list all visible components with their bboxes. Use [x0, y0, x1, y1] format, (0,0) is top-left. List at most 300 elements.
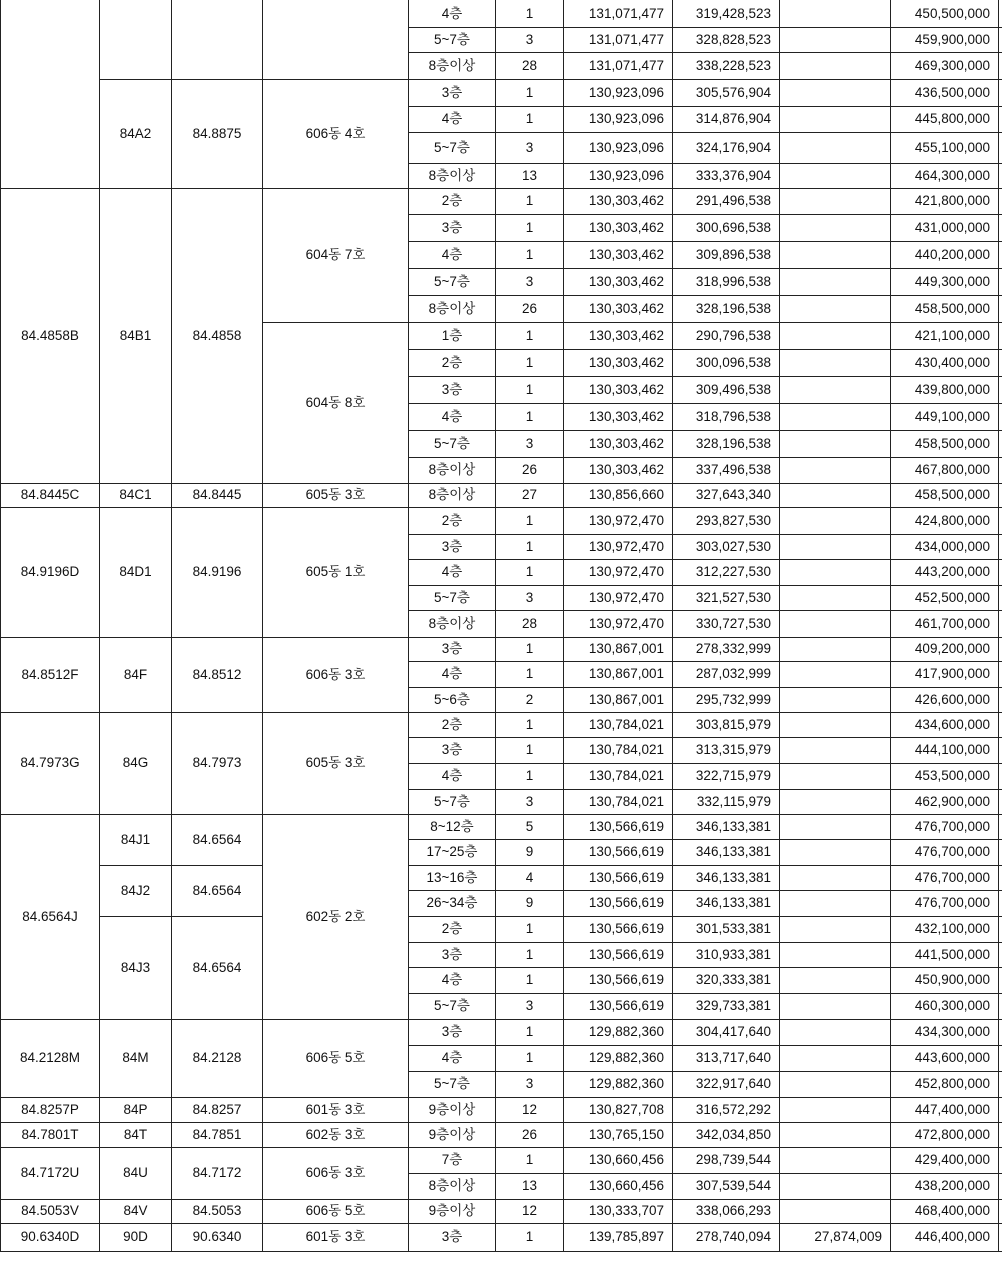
total-price-cell: 434,600,000: [891, 712, 999, 737]
vat-cell: [780, 1147, 891, 1173]
building-price-cell: 321,527,530: [673, 585, 780, 610]
vat-cell: [780, 737, 891, 763]
floor-cell: 3층: [409, 79, 496, 106]
vat-cell: [780, 27, 891, 52]
units-cell: 3: [496, 1071, 564, 1097]
total-price-cell: 441,500,000: [891, 942, 999, 967]
table-row: [1, 1097, 1002, 1122]
units-cell: 3: [496, 132, 564, 163]
units-cell: 26: [496, 457, 564, 483]
units-cell: 1: [496, 403, 564, 430]
table-row: [1, 814, 1002, 839]
extra-cell: [999, 763, 1002, 789]
units-cell: 1: [496, 349, 564, 376]
type-cell: 84.4858B: [1, 188, 100, 483]
extra-cell: [999, 1097, 1002, 1122]
subtype-cell: 84B1: [100, 188, 172, 483]
floor-cell: 4층: [409, 967, 496, 993]
floor-cell: 3층: [409, 737, 496, 763]
building-price-cell: 304,417,640: [673, 1019, 780, 1045]
table-row: [1, 637, 1002, 661]
area-cell: 84.6564: [172, 916, 263, 1019]
vat-cell: [780, 661, 891, 687]
building-price-cell: 312,227,530: [673, 559, 780, 585]
type-cell: 84.7973G: [1, 712, 100, 814]
vat-cell: [780, 132, 891, 163]
total-price-cell: 476,700,000: [891, 890, 999, 916]
land-price-cell: 131,071,477: [564, 27, 673, 52]
type-cell: [1, 0, 100, 188]
extra-cell: [999, 789, 1002, 814]
extra-cell: [999, 163, 1002, 188]
units-cell: 1: [496, 188, 564, 214]
subtype-cell: 84P: [100, 1097, 172, 1122]
building-price-cell: 278,332,999: [673, 637, 780, 661]
floor-cell: 4층: [409, 106, 496, 132]
vat-cell: [780, 106, 891, 132]
building-price-cell: 278,740,094: [673, 1223, 780, 1251]
units-cell: 1: [496, 916, 564, 942]
type-cell: 84.2128M: [1, 1019, 100, 1097]
extra-cell: [999, 79, 1002, 106]
floor-cell: 8층이상: [409, 483, 496, 507]
extra-cell: [999, 661, 1002, 687]
building-price-cell: 327,643,340: [673, 483, 780, 507]
building-price-cell: 322,715,979: [673, 763, 780, 789]
vat-cell: [780, 376, 891, 403]
land-price-cell: 130,923,096: [564, 163, 673, 188]
floor-cell: 1층: [409, 322, 496, 349]
total-price-cell: 450,500,000: [891, 0, 999, 27]
land-price-cell: 130,784,021: [564, 712, 673, 737]
dongho-cell: 604동 7호: [263, 188, 409, 322]
vat-cell: [780, 585, 891, 610]
building-price-cell: 322,917,640: [673, 1071, 780, 1097]
total-price-cell: 453,500,000: [891, 763, 999, 789]
extra-cell: [999, 967, 1002, 993]
building-price-cell: 305,576,904: [673, 79, 780, 106]
vat-cell: [780, 0, 891, 27]
dongho-cell: 606동 3호: [263, 1147, 409, 1199]
floor-cell: 2층: [409, 712, 496, 737]
subtype-cell: 84M: [100, 1019, 172, 1097]
land-price-cell: 130,660,456: [564, 1147, 673, 1173]
building-price-cell: 332,115,979: [673, 789, 780, 814]
land-price-cell: 130,303,462: [564, 376, 673, 403]
building-price-cell: 291,496,538: [673, 188, 780, 214]
floor-cell: 3층: [409, 1019, 496, 1045]
floor-cell: 5~7층: [409, 268, 496, 295]
units-cell: 3: [496, 430, 564, 457]
building-price-cell: 307,539,544: [673, 1173, 780, 1199]
floor-cell: 2층: [409, 349, 496, 376]
dongho-cell: 605동 3호: [263, 483, 409, 507]
land-price-cell: 130,566,619: [564, 942, 673, 967]
land-price-cell: 130,303,462: [564, 241, 673, 268]
floor-cell: 8층이상: [409, 1173, 496, 1199]
floor-cell: 8층이상: [409, 610, 496, 637]
land-price-cell: 130,566,619: [564, 993, 673, 1019]
building-price-cell: 338,066,293: [673, 1199, 780, 1223]
land-price-cell: 130,566,619: [564, 839, 673, 865]
vat-cell: [780, 916, 891, 942]
extra-cell: [999, 376, 1002, 403]
units-cell: 1: [496, 763, 564, 789]
table-row: [1, 0, 1002, 27]
vat-cell: [780, 507, 891, 534]
dongho-cell: [263, 0, 409, 79]
building-price-cell: 303,027,530: [673, 534, 780, 559]
area-cell: 90.6340: [172, 1223, 263, 1251]
extra-cell: [999, 1071, 1002, 1097]
building-price-cell: 328,828,523: [673, 27, 780, 52]
units-cell: 1: [496, 637, 564, 661]
total-price-cell: 459,900,000: [891, 27, 999, 52]
total-price-cell: 436,500,000: [891, 79, 999, 106]
units-cell: 27: [496, 483, 564, 507]
building-price-cell: 316,572,292: [673, 1097, 780, 1122]
floor-cell: 7층: [409, 1147, 496, 1173]
floor-cell: 8층이상: [409, 457, 496, 483]
vat-cell: [780, 163, 891, 188]
subtype-cell: 84J3: [100, 916, 172, 1019]
total-price-cell: 468,400,000: [891, 1199, 999, 1223]
building-price-cell: 309,496,538: [673, 376, 780, 403]
land-price-cell: 130,923,096: [564, 79, 673, 106]
extra-cell: [999, 0, 1002, 27]
extra-cell: [999, 942, 1002, 967]
vat-cell: [780, 763, 891, 789]
units-cell: 3: [496, 789, 564, 814]
dongho-cell: 604동 8호: [263, 322, 409, 483]
land-price-cell: 130,827,708: [564, 1097, 673, 1122]
floor-cell: 5~7층: [409, 1071, 496, 1097]
floor-cell: 4층: [409, 0, 496, 27]
table-row: [1, 1019, 1002, 1045]
floor-cell: 5~7층: [409, 27, 496, 52]
land-price-cell: 130,333,707: [564, 1199, 673, 1223]
land-price-cell: 130,303,462: [564, 457, 673, 483]
building-price-cell: 346,133,381: [673, 890, 780, 916]
total-price-cell: 432,100,000: [891, 916, 999, 942]
extra-cell: [999, 52, 1002, 79]
table-row: [1, 916, 1002, 942]
total-price-cell: 443,600,000: [891, 1045, 999, 1071]
vat-cell: [780, 1045, 891, 1071]
type-cell: 84.9196D: [1, 507, 100, 637]
units-cell: 1: [496, 0, 564, 27]
total-price-cell: 476,700,000: [891, 839, 999, 865]
units-cell: 2: [496, 687, 564, 712]
total-price-cell: 409,200,000: [891, 637, 999, 661]
units-cell: 1: [496, 967, 564, 993]
vat-cell: [780, 457, 891, 483]
vat-cell: [780, 241, 891, 268]
land-price-cell: 130,784,021: [564, 789, 673, 814]
extra-cell: [999, 507, 1002, 534]
total-price-cell: 450,900,000: [891, 967, 999, 993]
extra-cell: [999, 430, 1002, 457]
floor-cell: 2층: [409, 916, 496, 942]
land-price-cell: 131,071,477: [564, 0, 673, 27]
extra-cell: [999, 214, 1002, 241]
floor-cell: 4층: [409, 661, 496, 687]
vat-cell: [780, 483, 891, 507]
units-cell: 1: [496, 322, 564, 349]
total-price-cell: 472,800,000: [891, 1122, 999, 1147]
total-price-cell: 452,800,000: [891, 1071, 999, 1097]
total-price-cell: 445,800,000: [891, 106, 999, 132]
land-price-cell: 130,867,001: [564, 637, 673, 661]
land-price-cell: 130,303,462: [564, 430, 673, 457]
extra-cell: [999, 585, 1002, 610]
vat-cell: [780, 1019, 891, 1045]
land-price-cell: 129,882,360: [564, 1071, 673, 1097]
extra-cell: [999, 132, 1002, 163]
building-price-cell: 328,196,538: [673, 295, 780, 322]
land-price-cell: 130,972,470: [564, 585, 673, 610]
area-cell: 84.8445: [172, 483, 263, 507]
extra-cell: [999, 457, 1002, 483]
extra-cell: [999, 559, 1002, 585]
floor-cell: 13~16층: [409, 865, 496, 890]
total-price-cell: 461,700,000: [891, 610, 999, 637]
area-cell: 84.7172: [172, 1147, 263, 1199]
building-price-cell: 333,376,904: [673, 163, 780, 188]
floor-cell: 8층이상: [409, 52, 496, 79]
vat-cell: [780, 789, 891, 814]
extra-cell: [999, 839, 1002, 865]
land-price-cell: 139,785,897: [564, 1223, 673, 1251]
extra-cell: [999, 814, 1002, 839]
units-cell: 1: [496, 507, 564, 534]
vat-cell: [780, 349, 891, 376]
floor-cell: 9층이상: [409, 1199, 496, 1223]
extra-cell: [999, 916, 1002, 942]
vat-cell: [780, 403, 891, 430]
units-cell: 26: [496, 295, 564, 322]
building-price-cell: 328,196,538: [673, 430, 780, 457]
building-price-cell: 342,034,850: [673, 1122, 780, 1147]
land-price-cell: 130,566,619: [564, 865, 673, 890]
area-cell: 84.7851: [172, 1122, 263, 1147]
units-cell: 1: [496, 1019, 564, 1045]
vat-cell: [780, 430, 891, 457]
floor-cell: 3층: [409, 942, 496, 967]
dongho-cell: 606동 5호: [263, 1019, 409, 1097]
building-price-cell: 300,696,538: [673, 214, 780, 241]
table-row: [1, 483, 1002, 507]
price-table-body: [1, 0, 1002, 1251]
vat-cell: [780, 712, 891, 737]
extra-cell: [999, 27, 1002, 52]
table-row: [1, 188, 1002, 214]
subtype-cell: 84T: [100, 1122, 172, 1147]
type-cell: 84.8512F: [1, 637, 100, 712]
extra-cell: [999, 349, 1002, 376]
extra-cell: [999, 241, 1002, 268]
building-price-cell: 346,133,381: [673, 865, 780, 890]
units-cell: 9: [496, 839, 564, 865]
building-price-cell: 301,533,381: [673, 916, 780, 942]
building-price-cell: 309,896,538: [673, 241, 780, 268]
land-price-cell: 130,303,462: [564, 322, 673, 349]
extra-cell: [999, 1019, 1002, 1045]
land-price-cell: 130,303,462: [564, 214, 673, 241]
floor-cell: 3층: [409, 376, 496, 403]
vat-cell: [780, 814, 891, 839]
land-price-cell: 130,856,660: [564, 483, 673, 507]
dongho-cell: 601동 3호: [263, 1097, 409, 1122]
land-price-cell: 130,660,456: [564, 1173, 673, 1199]
dongho-cell: 606동 5호: [263, 1199, 409, 1223]
area-cell: 84.4858: [172, 188, 263, 483]
units-cell: 1: [496, 534, 564, 559]
extra-cell: [999, 534, 1002, 559]
area-cell: 84.6564: [172, 865, 263, 916]
extra-cell: [999, 1173, 1002, 1199]
units-cell: 1: [496, 1147, 564, 1173]
land-price-cell: 130,972,470: [564, 507, 673, 534]
total-price-cell: 446,400,000: [891, 1223, 999, 1251]
land-price-cell: 129,882,360: [564, 1019, 673, 1045]
building-price-cell: 318,996,538: [673, 268, 780, 295]
land-price-cell: 130,784,021: [564, 737, 673, 763]
type-cell: 84.5053V: [1, 1199, 100, 1223]
units-cell: 1: [496, 79, 564, 106]
subtype-cell: 90D: [100, 1223, 172, 1251]
table-row: [1, 507, 1002, 534]
vat-cell: 27,874,009: [780, 1223, 891, 1251]
extra-cell: [999, 268, 1002, 295]
table-row: [1, 712, 1002, 737]
vat-cell: [780, 993, 891, 1019]
floor-cell: 4층: [409, 763, 496, 789]
table-row: [1, 865, 1002, 890]
total-price-cell: 458,500,000: [891, 430, 999, 457]
building-price-cell: 298,739,544: [673, 1147, 780, 1173]
land-price-cell: 130,566,619: [564, 814, 673, 839]
floor-cell: 3층: [409, 1223, 496, 1251]
building-price-cell: 330,727,530: [673, 610, 780, 637]
land-price-cell: 130,303,462: [564, 188, 673, 214]
units-cell: 4: [496, 865, 564, 890]
area-cell: [172, 0, 263, 79]
floor-cell: 26~34층: [409, 890, 496, 916]
vat-cell: [780, 1071, 891, 1097]
floor-cell: 5~7층: [409, 132, 496, 163]
vat-cell: [780, 687, 891, 712]
building-price-cell: 338,228,523: [673, 52, 780, 79]
units-cell: 3: [496, 27, 564, 52]
extra-cell: [999, 1147, 1002, 1173]
total-price-cell: 434,300,000: [891, 1019, 999, 1045]
extra-cell: [999, 1223, 1002, 1251]
units-cell: 9: [496, 890, 564, 916]
floor-cell: 8~12층: [409, 814, 496, 839]
units-cell: 1: [496, 241, 564, 268]
subtype-cell: 84U: [100, 1147, 172, 1199]
vat-cell: [780, 79, 891, 106]
building-price-cell: 337,496,538: [673, 457, 780, 483]
dongho-cell: 606동 3호: [263, 637, 409, 712]
total-price-cell: 439,800,000: [891, 376, 999, 403]
land-price-cell: 130,867,001: [564, 687, 673, 712]
units-cell: 26: [496, 1122, 564, 1147]
area-cell: 84.8875: [172, 79, 263, 188]
units-cell: 1: [496, 106, 564, 132]
units-cell: 1: [496, 559, 564, 585]
building-price-cell: 293,827,530: [673, 507, 780, 534]
building-price-cell: 320,333,381: [673, 967, 780, 993]
extra-cell: [999, 610, 1002, 637]
vat-cell: [780, 52, 891, 79]
building-price-cell: 318,796,538: [673, 403, 780, 430]
extra-cell: [999, 188, 1002, 214]
extra-cell: [999, 1199, 1002, 1223]
units-cell: 1: [496, 1223, 564, 1251]
units-cell: 28: [496, 52, 564, 79]
vat-cell: [780, 188, 891, 214]
total-price-cell: 424,800,000: [891, 507, 999, 534]
building-price-cell: 287,032,999: [673, 661, 780, 687]
total-price-cell: 467,800,000: [891, 457, 999, 483]
vat-cell: [780, 967, 891, 993]
total-price-cell: 449,300,000: [891, 268, 999, 295]
extra-cell: [999, 865, 1002, 890]
dongho-cell: 601동 3호: [263, 1223, 409, 1251]
building-price-cell: 290,796,538: [673, 322, 780, 349]
total-price-cell: 460,300,000: [891, 993, 999, 1019]
units-cell: 5: [496, 814, 564, 839]
vat-cell: [780, 295, 891, 322]
land-price-cell: 130,765,150: [564, 1122, 673, 1147]
vat-cell: [780, 610, 891, 637]
vat-cell: [780, 1173, 891, 1199]
extra-cell: [999, 106, 1002, 132]
building-price-cell: 329,733,381: [673, 993, 780, 1019]
area-cell: 84.2128: [172, 1019, 263, 1097]
floor-cell: 4층: [409, 559, 496, 585]
subtype-cell: [100, 0, 172, 79]
floor-cell: 3층: [409, 214, 496, 241]
floor-cell: 5~7층: [409, 993, 496, 1019]
floor-cell: 5~7층: [409, 430, 496, 457]
building-price-cell: 295,732,999: [673, 687, 780, 712]
total-price-cell: 438,200,000: [891, 1173, 999, 1199]
land-price-cell: 130,972,470: [564, 610, 673, 637]
total-price-cell: 476,700,000: [891, 865, 999, 890]
extra-cell: [999, 1045, 1002, 1071]
units-cell: 1: [496, 376, 564, 403]
building-price-cell: 346,133,381: [673, 839, 780, 865]
subtype-cell: 84G: [100, 712, 172, 814]
land-price-cell: 130,303,462: [564, 295, 673, 322]
floor-cell: 5~6층: [409, 687, 496, 712]
dongho-cell: 602동 3호: [263, 1122, 409, 1147]
units-cell: 12: [496, 1199, 564, 1223]
area-cell: 84.8512: [172, 637, 263, 712]
building-price-cell: 300,096,538: [673, 349, 780, 376]
vat-cell: [780, 839, 891, 865]
land-price-cell: 130,566,619: [564, 890, 673, 916]
floor-cell: 2층: [409, 507, 496, 534]
vat-cell: [780, 890, 891, 916]
dongho-cell: 605동 3호: [263, 712, 409, 814]
subtype-cell: 84F: [100, 637, 172, 712]
extra-cell: [999, 993, 1002, 1019]
total-price-cell: 455,100,000: [891, 132, 999, 163]
